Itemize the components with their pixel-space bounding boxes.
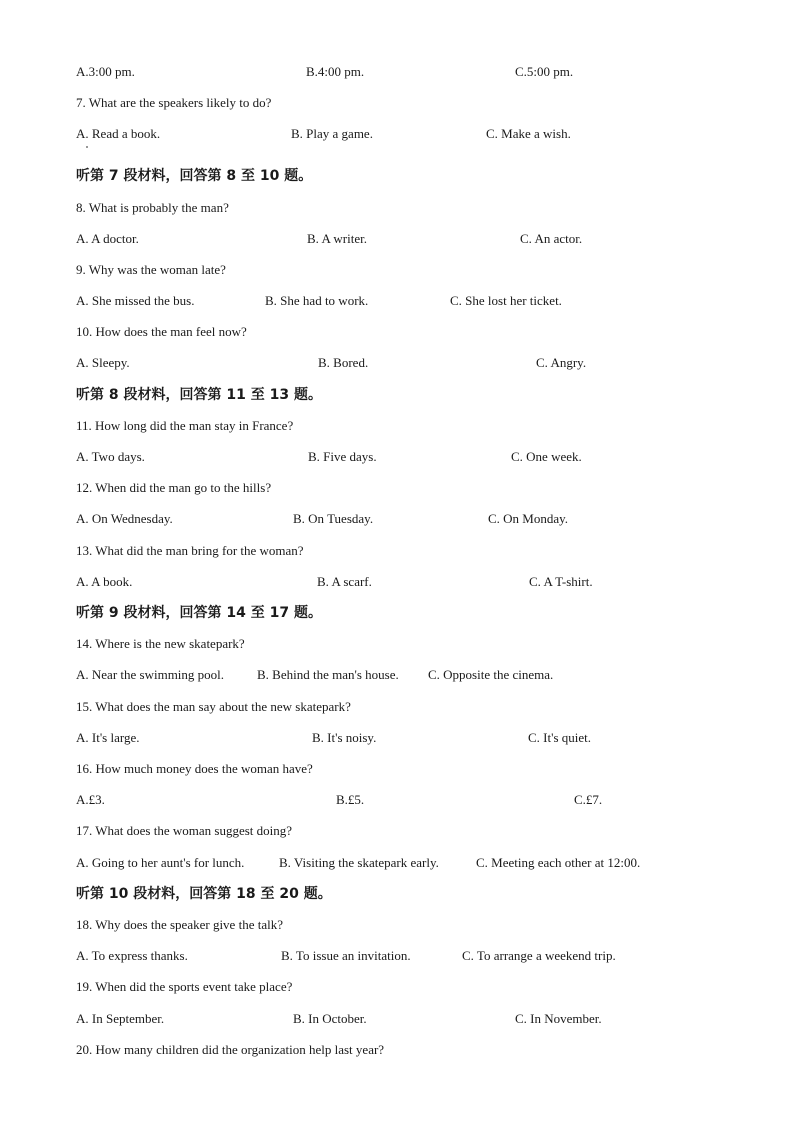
- section-heading: 听第 7 段材料，回答第 8 至 10 题。: [76, 168, 313, 184]
- answer-option: B. Behind the man's house.: [257, 667, 399, 682]
- answer-option: A. It's large.: [76, 730, 140, 745]
- answer-option: B.£5.: [336, 792, 365, 807]
- answer-option: B.4:00 pm.: [306, 64, 365, 79]
- answer-option: B. Five days.: [308, 449, 377, 464]
- question-text: 15. What does the man say about the new skatepark?: [76, 699, 351, 714]
- stray-dot: [86, 146, 88, 148]
- answer-option: C. An actor.: [520, 231, 583, 246]
- question-text: 12. When did the man go to the hills?: [76, 480, 272, 495]
- answer-option: A. Read a book.: [76, 126, 161, 141]
- answer-option: C. Opposite the cinema.: [428, 667, 554, 682]
- question-text: 8. What is probably the man?: [76, 200, 229, 215]
- question-text: 16. How much money does the woman have?: [76, 761, 313, 776]
- answer-option: A.£3.: [76, 792, 105, 807]
- question-text: 20. How many children did the organization help last year?: [76, 1042, 385, 1057]
- answer-option: A. In September.: [76, 1011, 165, 1026]
- answer-option: B. Bored.: [318, 355, 369, 370]
- answer-option: C. On Monday.: [488, 511, 569, 526]
- answer-option: A. Sleepy.: [76, 355, 130, 370]
- answer-option: C. Angry.: [536, 355, 587, 370]
- answer-option: C. Make a wish.: [486, 126, 571, 141]
- answer-option: B. On Tuesday.: [293, 511, 374, 526]
- question-text: 9. Why was the woman late?: [76, 262, 226, 277]
- answer-option: C.5:00 pm.: [515, 64, 574, 79]
- question-text: 17. What does the woman suggest doing?: [76, 823, 293, 838]
- answer-option: C. It's quiet.: [528, 730, 592, 745]
- answer-option: A. A book.: [76, 574, 133, 589]
- answer-option: C. To arrange a weekend trip.: [462, 948, 616, 963]
- answer-option: A. She missed the bus.: [76, 293, 195, 308]
- question-text: 19. When did the sports event take place?: [76, 979, 293, 994]
- answer-option: B. A writer.: [307, 231, 367, 246]
- section-heading: 听第 10 段材料，回答第 18 至 20 题。: [76, 886, 332, 902]
- answer-option: C. Meeting each other at 12:00.: [476, 855, 641, 870]
- answer-option: B. A scarf.: [317, 574, 372, 589]
- question-text: 10. How does the man feel now?: [76, 324, 247, 339]
- question-text: 14. Where is the new skatepark?: [76, 636, 245, 651]
- answer-option: B. To issue an invitation.: [281, 948, 411, 963]
- section-heading: 听第 9 段材料，回答第 14 至 17 题。: [76, 605, 322, 621]
- answer-option: B. She had to work.: [265, 293, 369, 308]
- answer-option: A. Going to her aunt's for lunch.: [76, 855, 245, 870]
- answer-option: A. To express thanks.: [76, 948, 188, 963]
- answer-option: A. A doctor.: [76, 231, 139, 246]
- question-text: 7. What are the speakers likely to do?: [76, 95, 272, 110]
- answer-option: A. Near the swimming pool.: [76, 667, 225, 682]
- question-text: 18. Why does the speaker give the talk?: [76, 917, 283, 932]
- answer-option: C. One week.: [511, 449, 582, 464]
- answer-option: A.3:00 pm.: [76, 64, 135, 79]
- answer-option: B. Visiting the skatepark early.: [279, 855, 439, 870]
- answer-option: C. In November.: [515, 1011, 602, 1026]
- answer-option: C. She lost her ticket.: [450, 293, 562, 308]
- answer-option: A. On Wednesday.: [76, 511, 173, 526]
- answer-option: B. In October.: [293, 1011, 367, 1026]
- question-text: 11. How long did the man stay in France?: [76, 418, 294, 433]
- answer-option: C.£7.: [574, 792, 603, 807]
- answer-option: C. A T-shirt.: [529, 574, 593, 589]
- section-heading: 听第 8 段材料，回答第 11 至 13 题。: [76, 387, 322, 403]
- answer-option: B. It's noisy.: [312, 730, 377, 745]
- answer-option: A. Two days.: [76, 449, 145, 464]
- question-text: 13. What did the man bring for the woman?: [76, 543, 304, 558]
- answer-option: B. Play a game.: [291, 126, 373, 141]
